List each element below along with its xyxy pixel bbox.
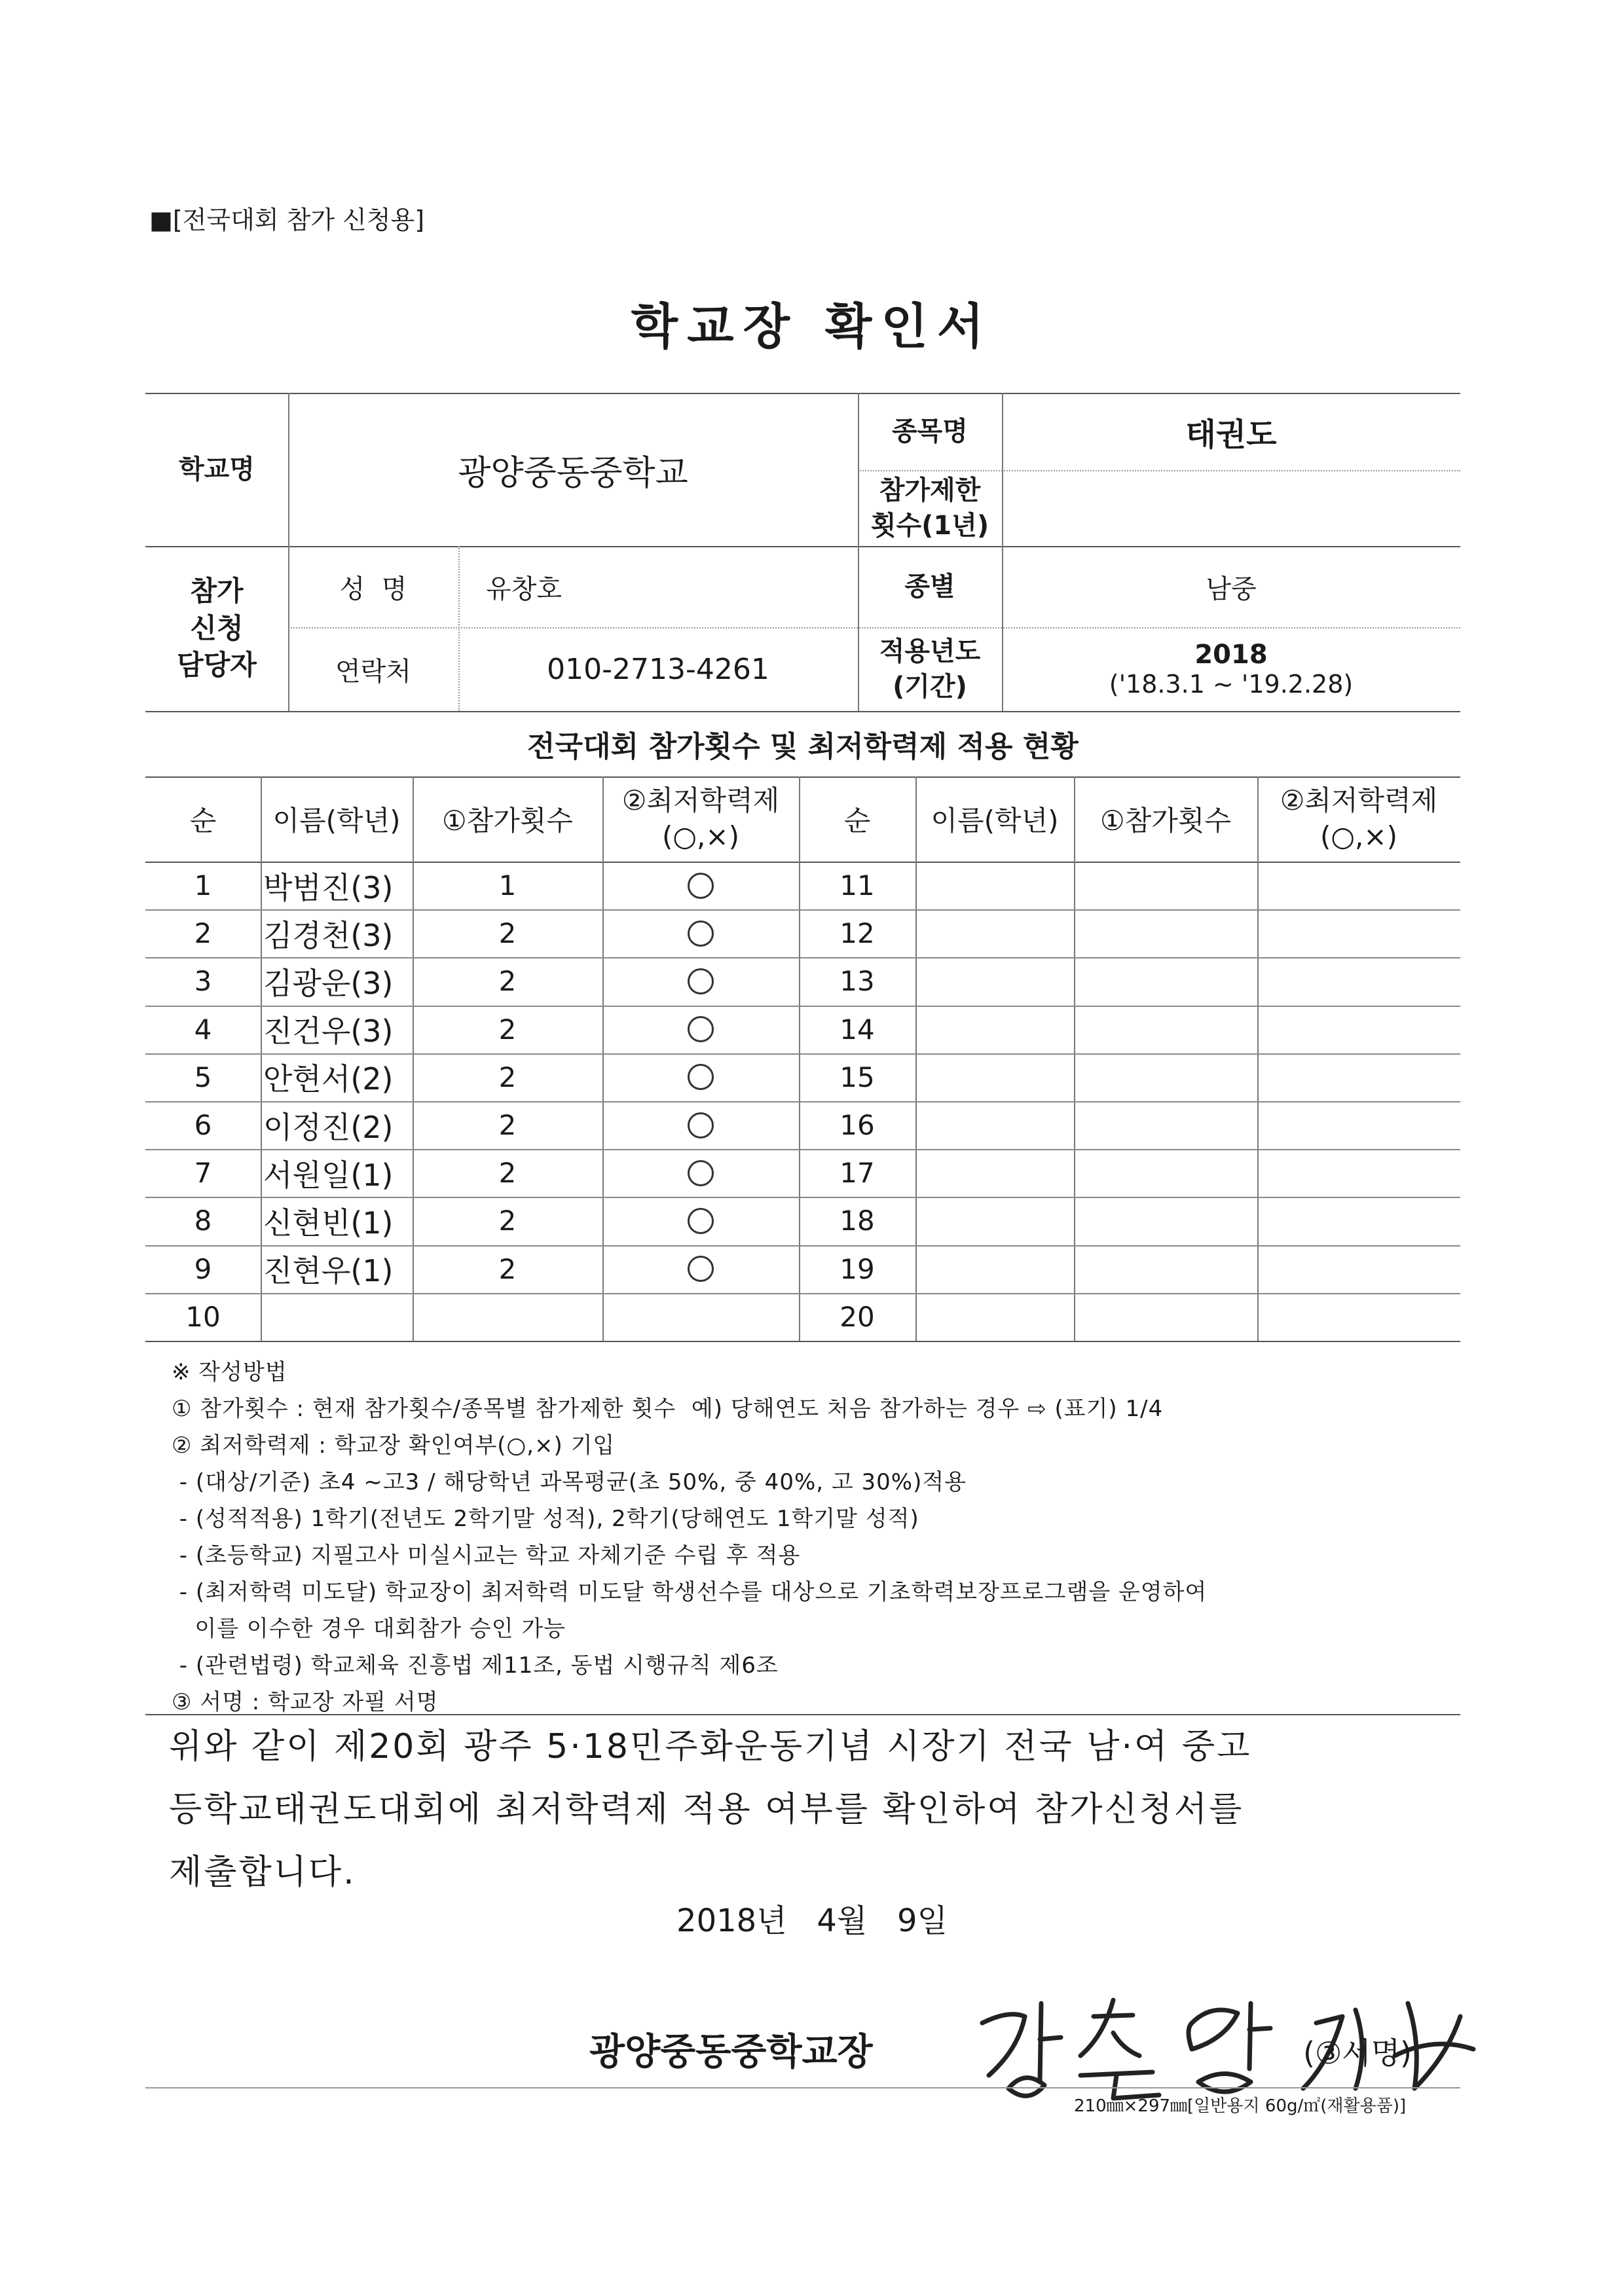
status-title: 전국대회 참가횟수 및 최저학력제 적용 현황 (527, 730, 1079, 763)
row-number: 6 (194, 1109, 212, 1142)
paper-spec-footer: 210㎜×297㎜[일반용지 60g/㎡(재활용품)] (1074, 2096, 1407, 2116)
student-name (915, 909, 1074, 957)
student-name (915, 957, 1074, 1005)
note-line: ① 참가횟수 : 현재 참가횟수/종목별 참가제한 횟수 예) 당해연도 처음 참가하는 경우 ⇨ (표기) 1/4 (172, 1396, 1164, 1422)
principal-title: 광양중동중학교장 (589, 2031, 873, 2073)
name-label: 성 명 (339, 574, 407, 604)
row-number: 16 (840, 1109, 875, 1142)
min-academic-mark (1257, 1293, 1460, 1341)
student-name: 이정진(2) (263, 1109, 394, 1145)
declaration-line: 제출합니다. (169, 1853, 356, 1892)
min-academic-mark (1257, 1101, 1460, 1149)
header-name-left: 이름(학년) (272, 805, 401, 837)
participation-count (413, 1293, 602, 1341)
row-number: 17 (840, 1157, 875, 1190)
min-academic-mark (602, 909, 799, 957)
period-range: ('18.3.1 ~ '19.2.28) (1109, 670, 1354, 699)
header-no-left: 순 (189, 805, 217, 837)
contact-name: 유창호 (486, 574, 562, 604)
participation-count (1074, 1101, 1257, 1149)
min-academic-mark (602, 1293, 799, 1341)
min-academic-mark (602, 1101, 799, 1149)
note-line: - (최저학력 미도달) 학교장이 최저학력 미도달 학생선수를 대상으로 기초학력보장프로그램을 운영하여 (172, 1579, 1208, 1605)
participation-count (1074, 862, 1257, 909)
min-academic-mark (602, 957, 799, 1005)
row-number: 13 (840, 965, 875, 998)
document-title: 학교장 확인서 (631, 299, 993, 355)
participation-count (1074, 957, 1257, 1005)
note-line: - (성적적용) 1학기(전년도 2학기말 성적), 2학기(당해연도 1학기말 성적) (172, 1506, 919, 1532)
note-line: - (관련법령) 학교체육 진흥법 제11조, 동법 시행규칙 제6조 (172, 1652, 779, 1679)
min-academic-mark (602, 1053, 799, 1101)
note-line: - (초등학교) 지필고사 미실시교는 학교 자체기준 수립 후 적용 (172, 1542, 801, 1569)
min-academic-mark (1257, 909, 1460, 957)
division-value: 남중 (1206, 574, 1257, 604)
student-name: 진건우(3) (263, 1013, 394, 1049)
participation-count: 2 (498, 1157, 517, 1190)
student-name (915, 1053, 1074, 1101)
note-line: ③ 서명 : 학교장 자필 서명 (172, 1689, 439, 1715)
participation-count: 2 (498, 1061, 517, 1093)
header-name-right: 이름(학년) (931, 805, 1059, 837)
event-label: 종목명 (892, 416, 968, 446)
participation-count (1074, 1149, 1257, 1197)
student-name: 신현빈(1) (263, 1205, 394, 1241)
student-name (915, 862, 1074, 909)
min-academic-mark (602, 1006, 799, 1053)
min-academic-mark (602, 1197, 799, 1245)
writing-instructions (172, 1354, 1207, 1721)
min-academic-mark (602, 862, 799, 909)
min-academic-mark (602, 1149, 799, 1197)
circle-mark-icon (688, 1256, 714, 1282)
participation-count: 2 (498, 1252, 517, 1285)
participation-count (1074, 909, 1257, 957)
student-name (915, 1293, 1074, 1341)
student-name: 진현우(1) (263, 1253, 394, 1289)
row-number: 18 (840, 1205, 875, 1237)
row-number: 7 (194, 1157, 212, 1190)
row-number: 10 (185, 1300, 221, 1333)
min-academic-mark (1257, 1245, 1460, 1293)
student-name: 안현서(2) (263, 1061, 394, 1097)
circle-mark-icon (688, 1160, 714, 1186)
row-number: 20 (840, 1300, 875, 1333)
form-tag: ■[전국대회 참가 신청용] (149, 206, 425, 234)
min-academic-mark (1257, 1149, 1460, 1197)
school-label: 학교명 (179, 454, 255, 484)
row-number: 2 (194, 917, 212, 950)
circle-mark-icon (688, 1016, 714, 1042)
circle-mark-icon (688, 1112, 714, 1139)
header-no-right: 순 (843, 805, 871, 837)
period-label: 적용년도 (기간) (879, 636, 981, 702)
min-academic-mark (1257, 1053, 1460, 1101)
student-name (915, 1101, 1074, 1149)
participation-count: 2 (498, 917, 517, 950)
min-academic-mark (1257, 862, 1460, 909)
header-count-left: ①참가횟수 (442, 805, 573, 837)
circle-mark-icon (688, 1208, 714, 1234)
participation-count (1074, 1245, 1257, 1293)
participation-count (1074, 1293, 1257, 1341)
note-line: 이를 이수한 경우 대회참가 승인 가능 (172, 1616, 566, 1642)
participation-count (1074, 1053, 1257, 1101)
student-name: 박범진(3) (263, 869, 394, 905)
note-line: ※ 작성방법 (172, 1359, 287, 1385)
student-name: 서원일(1) (263, 1157, 394, 1193)
student-name: 김광운(3) (263, 965, 394, 1001)
student-name (915, 1197, 1074, 1245)
limit-label: 참가제한 횟수(1년) (870, 475, 989, 541)
note-line: ② 최저학력제 : 학교장 확인여부(○,×) 기입 (172, 1432, 616, 1459)
header-min-academic-right: ②최저학력제 (○,×) (1280, 784, 1438, 852)
school-name: 광양중동중학교 (458, 453, 688, 493)
contact-phone: 010-2713-4261 (547, 652, 769, 686)
row-number: 9 (194, 1252, 212, 1285)
declaration-text (169, 1715, 1251, 1904)
period-year: 2018 (1194, 640, 1268, 670)
participation-count (1074, 1006, 1257, 1053)
division-label: 종별 (904, 572, 955, 602)
min-academic-mark (602, 1245, 799, 1293)
header-min-academic-left: ②최저학력제 (○,×) (621, 784, 780, 852)
student-name: 김경천(3) (263, 917, 394, 953)
header-count-right: ①참가횟수 (1100, 805, 1231, 837)
circle-mark-icon (688, 1064, 714, 1090)
limit-value (1002, 470, 1460, 546)
participation-count: 2 (498, 1205, 517, 1237)
row-number: 5 (194, 1061, 212, 1093)
period-value (1002, 627, 1460, 711)
min-academic-mark (1257, 1006, 1460, 1053)
student-name (915, 1149, 1074, 1197)
phone-label: 연락처 (335, 656, 411, 687)
declaration-line: 위와 같이 제20회 광주 5·18민주화운동기념 시장기 전국 남·여 중고 (169, 1727, 1252, 1766)
row-number: 1 (194, 869, 212, 902)
participation-count: 2 (498, 1109, 517, 1142)
row-number: 14 (840, 1013, 875, 1046)
row-number: 19 (840, 1252, 875, 1285)
row-number: 11 (840, 869, 875, 902)
contact-person-label: 참가 신청 담당자 (177, 574, 257, 682)
participation-count: 2 (498, 965, 517, 998)
row-number: 12 (840, 917, 875, 950)
row-number: 15 (840, 1061, 875, 1093)
declaration-line: 등학교태권도대회에 최저학력제 적용 여부를 확인하여 참가신청서를 (169, 1790, 1244, 1829)
circle-mark-icon (688, 873, 714, 899)
event-value: 태권도 (1185, 416, 1277, 453)
row-number: 4 (194, 1013, 212, 1046)
note-line: - (대상/기준) 초4 ~고3 / 해당학년 과목평균(초 50%, 중 40%, 고 30%)적용 (172, 1469, 967, 1495)
participation-count (1074, 1197, 1257, 1245)
document-date: 2018년 4월 9일 (676, 1903, 948, 1939)
participation-count: 1 (498, 869, 517, 902)
student-name (261, 1293, 413, 1341)
participation-count: 2 (498, 1013, 517, 1046)
min-academic-mark (1257, 1197, 1460, 1245)
seal-text: (③서명) (1303, 2035, 1412, 2071)
circle-mark-icon (688, 920, 714, 947)
row-number: 8 (194, 1205, 212, 1237)
row-number: 3 (194, 965, 212, 998)
student-name (915, 1006, 1074, 1053)
student-name (915, 1245, 1074, 1293)
min-academic-mark (1257, 957, 1460, 1005)
circle-mark-icon (688, 968, 714, 994)
